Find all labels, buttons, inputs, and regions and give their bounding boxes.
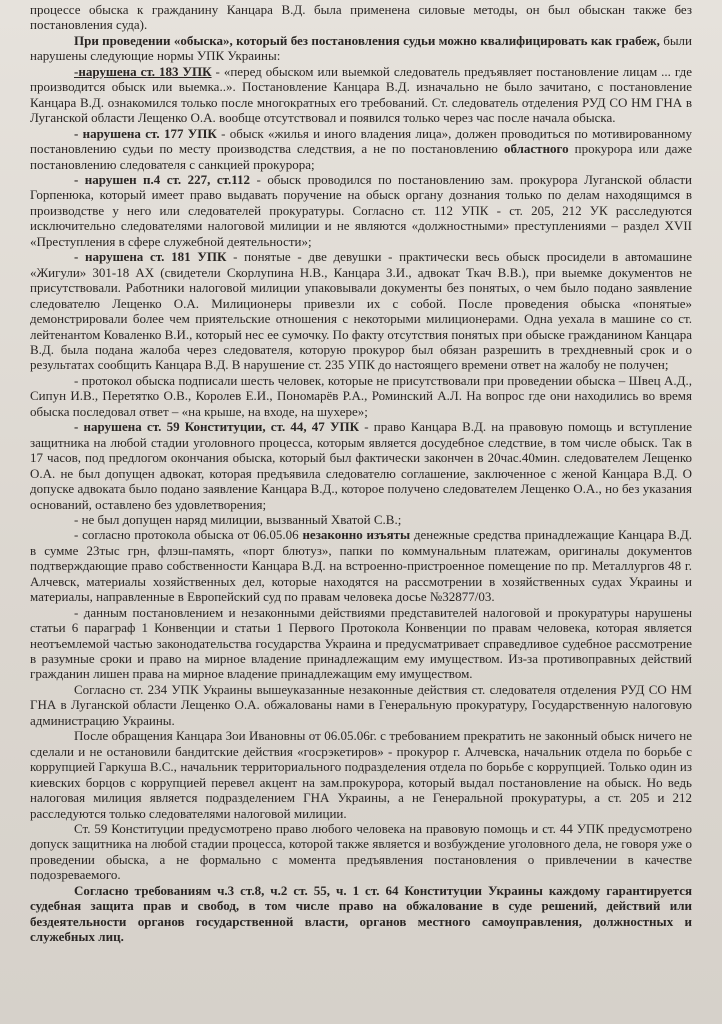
paragraph-seized-items [30,527,692,604]
paragraph-conclusion: Согласно требованиям ч.3 ст.8, ч.2 ст. 55, ч. 1 ст. 64 Конституции Украины каждому гарантируется судебная защита прав и свобод, в том числе право на обжалование в суде решений, действий или бездеятельности органов государственной власти, органов местного самоуправления, должностных и служебных лиц. [30,882,692,945]
art-177-text: - обыск «жилья и иного владения лица», должен проводиться по мотивированному постановлению судьи по месту производства следствия, а не по постановлению [30,125,692,157]
art-183-title: -нарушена ст. 183 УПК [74,63,212,79]
art-177-title: - нарушена ст. 177 УПК [74,125,217,141]
paragraph-constitution-59: Ст. 59 Конституции предусмотрено право любого человека на правовую помощь и ст. 44 УПК предусмотрено допуск защитника на любой стадии процесса, которой также является и возбуждение уголовного дела, не говоря уже о проведении обыска, а не формально с момента предъявления постановления о привлечении в качестве подозреваемого. [30,821,692,883]
paragraph-police-squad: - не был допущен наряд милиции, вызванный Хватой С.В.; [74,511,402,527]
seized-text-start: - согласно протокола обыска от 06.05.06 [74,527,303,543]
paragraph-appeal: После обращения Канцара Зои Ивановны от 06.05.06г. с требованием прекратить не законный обыск ничего не сделали и не остановили бандитские действия «госрэкетиров» - прокурор г. Алчевска, начальник отдела по борьбе с коррупцией Гаркуша В.С., начальник территориального подразделения отдела по борьбе с коррупцией. Только один из киевских борцов с коррупцией перевел акцент на зам.прокурора, который выдал постановление на обыск. Но ведь налоговая милиция является подразделением ГНА Украины, а не Генеральной прокуратуры, а ст. 205 и 212 расследуются только следователями налоговой милиции. [30,728,692,821]
paragraph-art-227 [30,172,692,249]
paragraph-art-181 [30,249,692,373]
heading-bold-text: При проведении «обыска», который без постановления судьи можно квалифицировать как грабеж, [74,32,660,48]
heading-text: были нарушены следующие нормы УПК Украины: [30,32,693,64]
seized-text: денежные средства принадлежащие Канцара В.Д. в сумме 23тыс грн, флэш-память, «порт блютуз», папки по коммунальным платежам, оригиналы документов подтверждающие право собственности Канцара В.Д. на встроенно-пристроенное помещение по пр. Металлургов 48 г. Алчевск, материалы хозяйственных дел, которые находятся на рассмотрении в хозяйственных судах Украины и материалы, направленные в Европейский суд по правам человека досье №32877/03. [30,527,692,605]
paragraph-protocol-signers: - протокол обыска подписали шесть человек, которые не присутствовали при проведении обыска – Швец А.Д., Сипун И.В., Перетятко О.В., Королев Е.И., Пономарёв Р.А., Роминский А.Л. На вопрос где они находились во время обыска последовал ответ – «на крыше, на входе, на шухере»; [30,372,692,419]
paragraph-art-59 [30,419,692,512]
paragraph-art-183 [30,64,692,126]
paragraph-intro: процессе обыска к гражданину Канцара В.Д. была применена силовые методы, он был обыскан также без постановления суда). [30,2,692,33]
paragraph-art-234: Согласно ст. 234 УПК Украины вышеуказанные незаконные действия ст. следователя отделения РУД СО НМ ГНА в Луганской области Лещенко О.А. обжалованы нами в Генеральную прокуратуру, Государственную налоговую администрацию Украины. [30,681,692,728]
art-177-emphasis: областного [503,141,569,157]
art-181-title: - нарушена ст. 181 УПК [74,249,227,265]
art-183-text: - «перед обыском или выемкой следователь предъявляет постановление лицам ... где производится обыск или выемка..». Постановление Канцара В.Д. изначально не было зачитано, с постановление Канцара В.Д. ознакомился только после многократных его требований. Ст. следователь отделения РУД СО НМ ГНА в Луганской области Лещенко О.А. вообще отсутствовал и появился только через час после начала обыска. [30,63,692,126]
art-227-title: - нарушен п.4 ст. 227, ст.112 [74,171,251,187]
art-59-title: - нарушена ст. 59 Конституции, ст. 44, 47 УПК [74,419,360,435]
art-59-text: - право Канцара В.Д. на правовую помощь и вступление защитника на любой стадии уголовного процесса, которым является досудебное следствие, в том числе обыск. Так в 17 часов, под предлогом окончания обыска, который был фактически закончен в 20час.40мин. следователем Лещенко О.А. не был допущен адвокат, которая предъявила следователю соглашение, заключенное с женой Канцара В.Д. О допуске адвоката было подано заявление Канцара В.Д., которое получено следователем Лещенко О.А., но без указания оснований, оставлено без удовлетворения; [30,419,692,512]
seized-emphasis: незаконно изъяты [302,527,411,543]
paragraph-violations-heading [30,33,692,64]
art-181-text: - понятые - две девушки - практически весь обыск просидели в автомашине «Жигули» 301-18 АХ (свидетели Скорлупина Н.В., Канцара З.И., адвокат Ткач В.В.), при выемке документов не присутствовали. Работники налоговой милиции упаковывали документы без понятых, о чем было подано заявление следователю Лещенко О.А. Милиционеры привезли их с собой. После проведения обыска «понятые» демонстрировали более чем приятельские отношения с некоторыми милиционерами. Одна уехала в машине со ст. лейтенантом Коваленко В.И., который нес ее сумочку. По факту отсутствия понятых при обыске гражданином Канцара В.Д. была подана жалоба через следователя, которую прокурор был обязан разрешить в трехдневный срок и о результатах сообщить Канцара В.Д. В нарушение ст. 235 УПК до настоящего времени ответ на жалобу не получен; [30,249,692,373]
art-177-text-end: прокурора или даже постановлению следователя с санкцией прокурора; [30,141,692,172]
art-227-text: - обыск проводился по постановлению зам. прокурора Луганской области Горпенюка, который имеет право выдавать поручение на обыск органу дознания только по делам находящимся в производстве у него или следователей прокуратуры. Согласно ст. 112 УПК - ст. 205, 212 УК расследуются исключительно следователями налоговой милиции и не являются «должностными» преступлениями – раздел XVII «Преступления в сфере служебной деятельности»; [30,171,692,249]
document-body [30,2,692,945]
paragraph-convention: - данным постановлением и незаконными действиями представителей налоговой и прокуратуры нарушены статьи 6 параграф 1 Конвенции и статьи 1 Первого Протокола Конвенции по правам человека, которая является неотъемлемой частью законодательства государства Украина и предусматривает справедливое судебное рассмотрение в разумные сроки и право на мирное владение принадлежащим ему имуществом. Из-за противоправных действий гражданин лишен права на мирное владение принадлежащим ему имуществом. [30,604,692,682]
paragraph-art-177 [30,126,692,172]
